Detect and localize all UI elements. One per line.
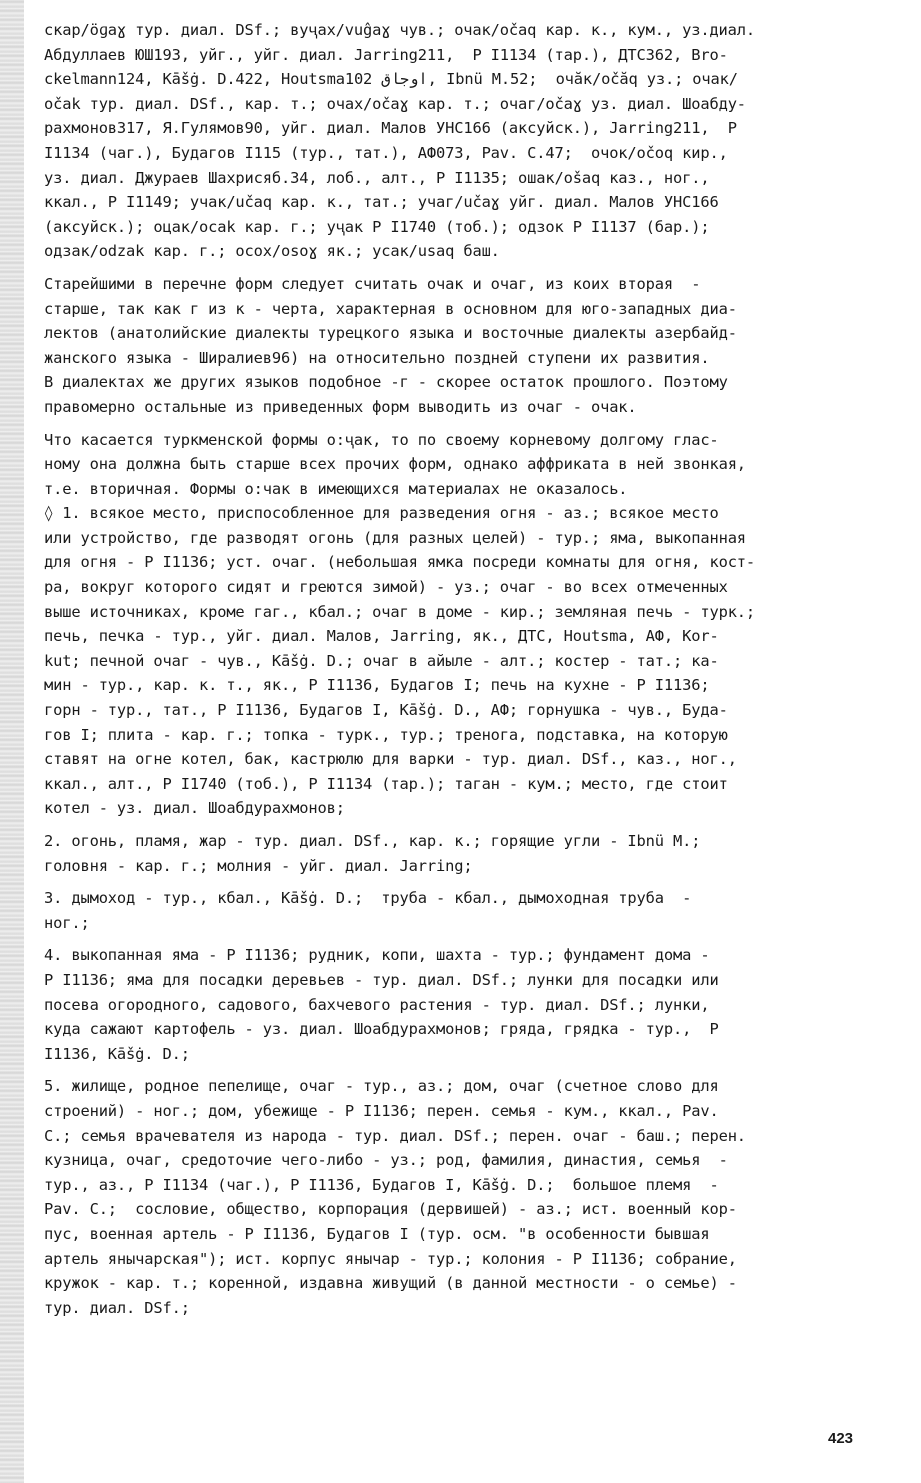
forms-list-paragraph: скар/öɡaɣ тур. диал. DSf.; вуҷах/vuĝaɣ чув.; очак/očaq кар. к., кум., уз.диал. Абдуллаев ЮШ193, уйг., уйг. диал. Jarring211, Р I1134 (тар.), ДТС362, Bro- ckelmann124, Kāšġ. D.422, Houtsma102 اوجاق, Ibnü M.52; очăк/očăq уз.; очак/ očak тур. диал. DSf., кар. т.; очах/očaɣ кар. т.; очаг/očaɣ уз. диал. Шоабду- рахмонов317, Я.Гулямов90, уйг. диал. Малов УНС166 (аксуйск.), Jarring211, Р I1134 (чаг.), Будагов I115 (тур., тат.), АФ073, Pav. C.47; очок/očoq кир., уз. диал. Джураев Шахрисяб.34, лоб., алт., Р I1135; ошак/ošaq каз., ног., ккал., Р I1149; учак/učaq кар. к., тат.; учаг/učaɣ уйг. диал. Малов УНС166 (аксуйск.); оцак/ocak кар. г.; уҷак Р I1740 (тоб.); одзок Р I1137 (бар.); одзак/odzak кар. г.; осох/osoɣ як.; усак/usaq баш. [44, 21, 756, 261]
etymology-paragraph: Старейшими в перечне форм следует считать очак и очаг, из коих вторая - старше, так как г из к - черта, характерная в основном для юго-западных диа- лектов (анатолийские диалекты турецкого языка и восточные диалекты азербайд- жанского языка - Ширалиев96) на относительно поздней ступени их развития. В диалектах же других языков подобное -г - скорее остаток прошлого. Поэтому правомерно остальные из приведенных форм выводить из очаг - очак. [44, 274, 737, 416]
meaning-2-paragraph: 2. огонь, пламя, жар - тур. диал. DSf., кар. к.; горящие угли - Ibnü M.; головня - кар. г.; молния - уйг. диал. Jarring; [44, 832, 701, 875]
meaning-4-paragraph: 4. выкопанная яма - Р I1136; рудник, копи, шахта - тур.; фундамент дома - Р I1136; яма для посадки деревьев - тур. диал. DSf.; лунки для посадки или посева огородного, садового, бахчевого растения - тур. диал. DSf.; лунки, куда сажают картофель - уз. диал. Шоабдурахмонов; гряда, грядка - тур., Р I1136, Kāšġ. D.; [44, 946, 719, 1063]
meaning-5-paragraph: 5. жилище, родное пепелище, очаг - тур., аз.; дом, очаг (счетное слово для строений) - ног.; дом, убежище - Р I1136; перен. семья - кум., ккал., Pav. C.; семья врачевателя из народа - тур. диал. DSf.; перен. очаг - баш.; перен. кузница, очаг, средоточие чего-либо - уз.; род, фамилия, династия, семья - тур., аз., Р I1134 (чаг.), Р I1136, Будагов I, Kāšġ. D.; большое племя - Pav. C.; сословие, общество, корпорация (дервишей) - аз.; ист. военный кор- пус, военная артель - Р I1136, Будагов I (тур. осм. "в особенности бывшая артель янычарская"); ист. корпус янычар - тур.; колония - Р I1136; собрание, кружок - кар. т.; коренной, издавна живущий (в данной местности - о семье) - тур. диал. DSf.; [44, 1077, 746, 1317]
meaning-1-paragraph: Что касается туркменской формы о:ҷак, то по своему корневому долгому глас- ному она должна быть старше всех прочих форм, однако аффриката в ней звонкая, т.е. вторичная. Формы о:чак в имеющихся материалах не оказалось. ◊ 1. всякое место, приспособленное для разведения огня - аз.; всякое место или устройство, где разводят огонь (для разных целей) - тур.; яма, выкопанная для огня - Р I1136; уст. очаг. (небольшая ямка посреди комнаты для огня, кост- ра, вокруг которого сидят и греются зимой) - уз.; очаг - во всех отмеченных выше источниках, кроме гаг., кбал.; очаг в доме - кир.; земляная печь - турк.; печь, печка - тур., уйг. диал. Малов, Jarring, як., ДТС, Houtsma, АФ, Kor- kut; печной очаг - чув., Kāšġ. D.; очаг в айыле - алт.; костер - тат.; ка- мин - тур., кар. к. т., як., Р I1136, Будагов I; печь на кухне - Р I1136; горн - тур., тат., Р I1136, Будагов I, Kāšġ. D., АФ; горнушка - чув., Буда- гов I; плита - кар. г.; топка - турк., тур.; тренога, подставка, на которую ставят на огне котел, бак, кастрюлю для варки - тур. диал. DSf., каз., ног., ккал., алт., Р I1740 (тоб.), Р I1134 (тар.); таган - кум.; место, где стоит котел - уз. диал. Шоабдурахмонов; [44, 430, 756, 818]
scan-edge-shading [0, 0, 24, 1483]
meaning-3-paragraph: 3. дымоход - тур., кбал., Kāšġ. D.; труба - кбал., дымоходная труба - ног.; [44, 889, 692, 932]
page-number: 423 [828, 1430, 854, 1447]
dictionary-page [44, 18, 874, 1320]
